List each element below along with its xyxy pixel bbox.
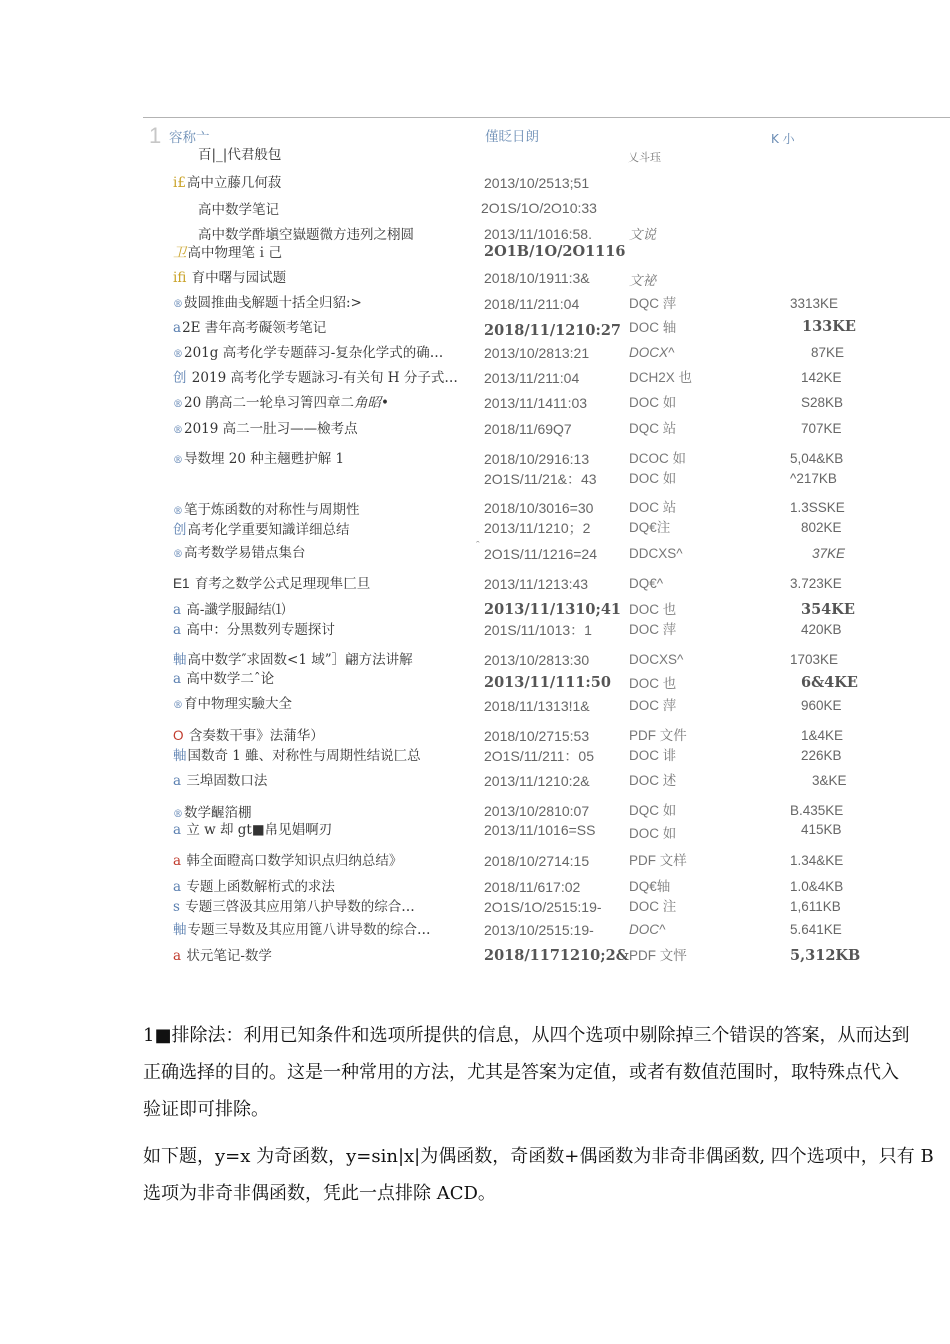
file-size: 415KB <box>801 822 842 837</box>
file-date: 2O1S/11/21&：43 <box>484 471 597 487</box>
file-type: DQ€轴 <box>629 879 671 894</box>
file-name: 高考数学易错点集台 <box>184 545 306 561</box>
file-type-icon: ® <box>173 349 183 360</box>
file-date: 2013/10/2810:07 <box>484 803 590 819</box>
file-name-suffix: 角昭• <box>353 395 389 411</box>
file-name: 导数埋 20 种主翹甦护解 1 <box>184 451 345 467</box>
file-type-icon: ® <box>173 549 183 560</box>
file-type: DOC 轴 <box>629 320 677 335</box>
file-type-icon: a <box>173 773 182 789</box>
file-size: 354KE <box>801 601 855 618</box>
file-type: DOC 述 <box>629 773 677 788</box>
file-date: 2018/11/211:04 <box>484 296 580 312</box>
file-name[interactable]: 高中数学笔记 <box>198 202 279 218</box>
file-type-icon: 卫 <box>173 245 187 261</box>
file-size: 1.3SSKE <box>790 500 845 515</box>
file-name: 三埠固数口法 <box>186 773 268 789</box>
list-item[interactable] <box>173 671 274 687</box>
file-type: DQC 如 <box>629 803 677 818</box>
file-type-icon: a <box>173 671 182 687</box>
file-date: 2013/11/1016=SS <box>484 822 596 838</box>
file-name[interactable]: 百|_|代君般包 <box>198 147 282 163</box>
file-name: 2E 書年高考礙领考笔记 <box>182 320 327 336</box>
file-type: DOC 如 <box>629 395 677 410</box>
file-size: 3.723KE <box>790 576 842 591</box>
file-type-icon: ® <box>173 455 183 466</box>
file-date: 2018/10/1911:3& <box>484 270 590 286</box>
list-item[interactable] <box>173 522 350 538</box>
file-size: 142KE <box>801 370 842 385</box>
file-name: 高中物理笔ｉ己 <box>187 245 282 261</box>
file-type: DOC 诽 <box>629 748 677 763</box>
file-date: 2013/10/2813:21 <box>484 345 590 361</box>
file-type: DOCXS^ <box>629 652 684 667</box>
file-size: 5,312KB <box>790 947 861 964</box>
file-size: 6&4KE <box>801 674 858 691</box>
file-date: 2018/10/2916:13 <box>484 451 590 467</box>
list-item[interactable] <box>173 345 443 363</box>
file-date: 2013/11/1310;41 <box>484 601 622 618</box>
file-date: 2013/10/2813:30 <box>484 652 590 668</box>
file-type: DOC 站 <box>629 500 677 515</box>
paragraph-line: 如下题，y=x 为奇函数，y=sin|x|为偶函数，奇函数+偶函数为非奇非偶函数, 四个选项中，只有 B <box>143 1146 934 1167</box>
file-date: 2013/10/2515:19- <box>484 922 594 938</box>
list-item[interactable] <box>173 922 431 938</box>
list-item[interactable] <box>173 805 252 823</box>
file-type: DQC 萍 <box>629 296 677 311</box>
file-type-icon: ifi <box>173 270 187 286</box>
file-size: 960KE <box>801 698 842 713</box>
file-size: 87KE <box>811 345 845 360</box>
file-date: 201S/11/1013：1 <box>484 622 592 638</box>
file-name: 立 w 却 gt■帛见娼啊刃 <box>186 822 333 838</box>
list-item[interactable] <box>173 576 370 592</box>
file-name: 育考之数学公式足理现隼匚旦 <box>194 576 371 592</box>
file-name: 专题上函数解桁式的求法 <box>186 879 335 895</box>
column-header-name[interactable]: 容称亠 <box>169 130 210 146</box>
stray-mark: ˆ <box>476 540 480 552</box>
file-type: DOC 也 <box>629 602 677 617</box>
file-type: DCOC 如 <box>629 451 686 466</box>
file-name: 高考化学重要知識详细总结 <box>187 522 350 538</box>
list-item[interactable] <box>173 696 292 714</box>
file-size: 1703KE <box>790 652 839 667</box>
file-name: 201g 高考化学专题薛习-复杂化学式的确… <box>184 345 444 361</box>
list-item[interactable] <box>173 853 402 869</box>
file-size: ^217KB <box>790 471 837 486</box>
file-name: 高-讖学服歸结⑴ <box>186 602 286 618</box>
file-type-icon: a <box>173 622 182 638</box>
file-type: 文说 <box>629 227 656 242</box>
list-item[interactable] <box>173 748 421 764</box>
file-date: 2018/11/1210:27 <box>484 322 622 339</box>
file-type: 文祕 <box>629 273 656 288</box>
file-size: 707KE <box>801 421 842 436</box>
file-type-icon: 创 <box>173 522 187 538</box>
file-size: 1,611KB <box>790 899 841 914</box>
file-type-icon: 軸 <box>173 652 187 668</box>
file-type: DQ€^ <box>629 576 664 591</box>
file-type: DQC 站 <box>629 421 677 436</box>
file-type-icon: E1 <box>173 576 190 591</box>
list-item[interactable] <box>173 395 389 413</box>
list-item[interactable] <box>173 773 267 789</box>
list-item[interactable] <box>173 370 458 386</box>
file-date: 2018/10/3016=30 <box>484 500 594 516</box>
file-type: DOCX^ <box>629 345 675 360</box>
file-name: 2019 高二一肚习——檢考点 <box>184 421 358 437</box>
paragraph-line: 验证即可排除。 <box>143 1099 269 1120</box>
file-date: 2O1S/11/1216=24 <box>484 546 598 562</box>
file-size: 1.0&4KB <box>790 879 844 894</box>
file-size: 802KE <box>801 520 842 535</box>
file-date: 2018/11/1313!1& <box>484 698 590 714</box>
list-item[interactable] <box>173 728 324 744</box>
list-item[interactable] <box>173 822 332 838</box>
file-size: 420KB <box>801 622 842 637</box>
file-date: 2013/11/1210:2& <box>484 773 590 789</box>
file-type: DOC^ <box>629 922 666 937</box>
file-type-icon: i£ <box>173 175 186 191</box>
file-date: 2013/11/211:04 <box>484 370 580 386</box>
file-type-icon: ® <box>173 506 183 517</box>
list-item[interactable] <box>173 451 344 469</box>
file-type: DOC 萍 <box>629 622 677 637</box>
file-type-icon: a <box>173 879 182 895</box>
file-name: 鼓圆推曲戋解题十括全归貂:> <box>184 295 362 311</box>
file-type-icon: a <box>173 602 182 618</box>
file-size: 3313KE <box>790 296 839 311</box>
file-type: DCH2X 也 <box>629 370 693 385</box>
list-item[interactable] <box>173 295 362 313</box>
list-item[interactable] <box>173 622 335 638</box>
file-type: PDF 文样 <box>629 853 687 868</box>
paragraph-line: 正确选择的目的。这是一种常用的方法，尤其是答案为定值，或者有数值范围时，取特殊点代入 <box>143 1062 899 1083</box>
file-type-icon: ® <box>173 425 183 436</box>
file-date: 2O1S/1O/2O10:33 <box>481 200 597 216</box>
file-name: 育中物理实驗大全 <box>184 696 292 712</box>
file-type-icon: ® <box>173 809 183 820</box>
file-type: PDF 文件 <box>629 728 687 743</box>
list-item[interactable] <box>173 545 306 563</box>
file-name: 笔于炼函数的对称性与周期性 <box>184 502 360 518</box>
list-item[interactable] <box>173 879 335 895</box>
paragraph-line: 选项为非奇非偶函数，凭此一点排除 ACD。 <box>143 1183 496 1204</box>
column-header-size[interactable]: K 小 <box>771 132 795 146</box>
paragraph-example <box>143 1138 950 1212</box>
file-type: PDF 文怦 <box>629 948 687 963</box>
file-type-icon: ® <box>173 700 183 711</box>
file-size: 5.641KE <box>790 922 842 937</box>
file-type-icon: a <box>173 320 182 336</box>
file-date: 2O1S/1O/2515:19- <box>484 899 602 915</box>
file-type-icon: a <box>173 822 182 838</box>
file-name: 20 鹃高二一轮阜习箐四章二 <box>184 395 354 411</box>
file-date: 2018/1171210;2& <box>484 947 629 964</box>
file-type-icon: a <box>173 853 182 869</box>
file-type: DOC 如 <box>629 471 677 486</box>
file-date: 2018/11/69Q7 <box>484 421 572 437</box>
file-name: 高中立藤几何菽 <box>186 175 282 191</box>
file-size: 3&KE <box>812 773 847 788</box>
file-size: 1&4KE <box>801 728 844 743</box>
list-item[interactable] <box>173 270 286 286</box>
list-item[interactable] <box>173 948 272 964</box>
list-item[interactable] <box>173 175 281 191</box>
file-type-icon: 创 <box>173 370 187 386</box>
file-type-icon: 軸 <box>173 748 187 764</box>
file-date: 2018/10/2715:53 <box>484 728 590 744</box>
list-item[interactable] <box>173 652 413 668</box>
list-item[interactable] <box>173 245 282 261</box>
list-item[interactable] <box>173 502 360 520</box>
list-item[interactable] <box>173 421 358 439</box>
file-type-icon: ® <box>173 399 183 410</box>
file-date: 2013/10/2513;51 <box>484 175 590 191</box>
file-size: 5,04&KB <box>790 451 844 466</box>
file-size: S28KB <box>801 395 844 410</box>
file-size: 133KE <box>802 318 856 335</box>
paragraph-elimination-method <box>143 1017 950 1128</box>
file-name: 专题三啓汲其应用第八护导数的综合… <box>185 899 415 915</box>
file-type: DQ€注 <box>629 520 671 535</box>
file-type: DOC 也 <box>629 676 677 691</box>
file-type-icon: 軸 <box>173 922 187 938</box>
header-index: 1 <box>149 123 162 148</box>
file-date: 2013/11/1016:58. <box>484 226 592 242</box>
file-type: DOC 萍 <box>629 698 677 713</box>
file-name: 育中曙与园试题 <box>191 270 287 286</box>
file-name: 高中数学二ˆ论 <box>186 671 275 687</box>
list-item[interactable] <box>173 899 415 915</box>
file-name: 数学齷箔棚 <box>184 805 252 821</box>
file-type: DDCXS^ <box>629 546 683 561</box>
file-name: 国数奇 1 雖、对称性与周期性结说匚总 <box>187 748 421 764</box>
list-item[interactable] <box>173 320 326 336</box>
file-date: 2018/11/617:02 <box>484 879 581 895</box>
file-type-icon: a <box>173 948 182 964</box>
paragraph-line: 1■排除法：利用已知条件和选项所提供的信息，从四个选项中剔除掉三个错误的答案，从而达到 <box>143 1025 910 1046</box>
file-size: 37KE <box>812 546 846 561</box>
file-size: 226KB <box>801 748 842 763</box>
file-name: 专题三导数及其应用篦八讲导数的综合… <box>187 922 431 938</box>
file-date: 2013/11/1210；2 <box>484 520 591 536</box>
file-date: 2O1S/11/211：05 <box>484 748 595 764</box>
file-date: 2013/11/1213:43 <box>484 576 589 592</box>
file-name: 含奏数干事》法蒲华） <box>188 728 324 744</box>
file-date: 2018/10/2714:15 <box>484 853 590 869</box>
file-name: 韩全面瞪高口数学知识点归纳总结》 <box>186 853 403 869</box>
file-name: 状元笔记-数学 <box>186 948 272 964</box>
file-name[interactable]: 高中数学酢塡空嶽题微方违列之栩圆 <box>198 227 414 243</box>
file-date: 2013/11/1411:03 <box>484 395 588 411</box>
file-name: 高中：分黒数列专题探讨 <box>186 622 335 638</box>
list-item[interactable] <box>173 602 285 618</box>
file-type-icon: s <box>173 899 180 915</box>
file-size: B.435KE <box>790 803 844 818</box>
column-header-type[interactable]: 乂斗珏 <box>628 152 661 164</box>
file-type: DOC 如 <box>629 826 677 841</box>
file-name: 高中数学″求固数<1 域”］翩方法讲解 <box>187 652 413 668</box>
file-type-icon: O <box>173 728 184 743</box>
file-size: 1.34&KE <box>790 853 844 868</box>
file-type-icon: ® <box>173 299 183 310</box>
file-date: 2O1B/1O/2O1116 <box>484 243 626 260</box>
column-header-date[interactable]: 僅眨日朗 <box>485 129 539 145</box>
file-type: DOC 注 <box>629 899 677 914</box>
file-date: 2013/11/111:50 <box>484 674 611 691</box>
file-name: 2019 高考化学专题詠习-有关旬 H 分子式… <box>191 370 458 386</box>
